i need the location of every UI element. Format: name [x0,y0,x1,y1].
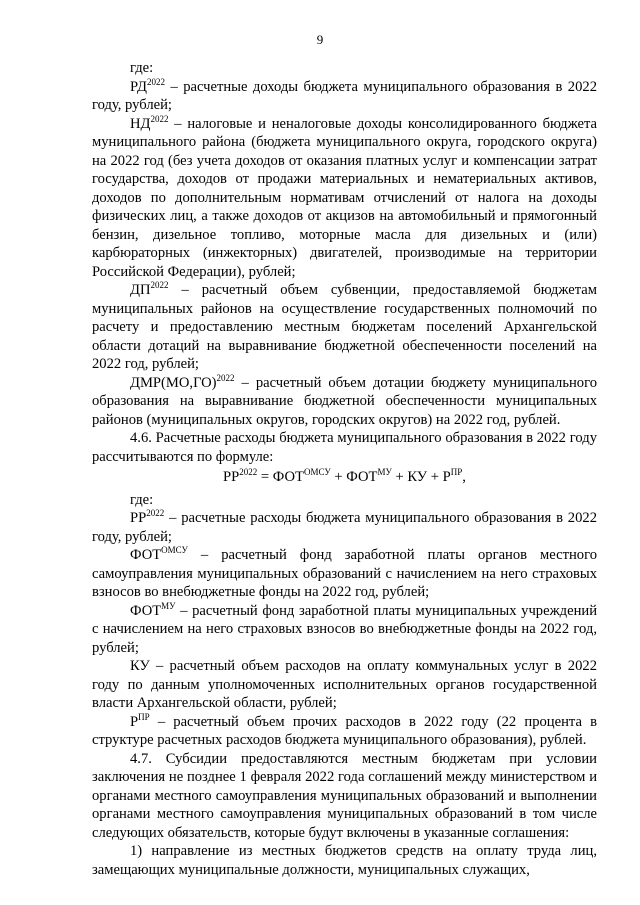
definition-text: – расчетный фонд заработной платы муниципальных учреждений с начислением на него страховых взносов во внебюджетные фонды на 2022 год, рублей; [92,602,597,656]
formula-part: + ФОТ [330,469,378,485]
symbol: ФОТ [130,547,162,563]
superscript: 2022 [150,113,169,124]
symbol: РР [130,510,147,526]
page-number: 9 [316,32,324,47]
def-rr [92,509,597,546]
def-fot-mu [92,602,597,658]
formula-superscript: 2022 [239,467,258,477]
formula-superscript: МУ [377,467,392,477]
definition-text: – расчетный объем субвенции, предоставляемой бюджетам муниципальных районов на осуществление государственных полномочий по расчету и предоставлению местным бюджетам поселений Архангельской области дотаций на выравнивание бюджетной обеспеченности поселений на 2022 год, рублей; [92,282,597,372]
def-fot-omsu [92,546,597,602]
definition-text: – расчетный объем дотации бюджету муниципального образования на выравнивание бюджетной обеспеченности муниципальных районов (муниципальных округов, городских округов) на 2022 год, рублей. [92,374,597,428]
definition-text: – расчетные расходы бюджета муниципального образования в 2022 году, рублей; [92,510,597,545]
symbol: ДМР(МО,ГО) [130,374,217,391]
symbol: ДП [130,282,151,298]
formula-part: = ФОТ [257,469,304,485]
document-body [92,59,597,879]
section-4-7: 4.7. Субсидии предоставляются местным бюджетам при условии заключения не позднее 1 февраля 2022 года соглашений между министерством и органами местного самоуправления муниципальных образований и выполнении органами местного самоуправления муниципальных образований в том числе следующих обязательств, которые будут включены в указанные соглашения: [92,750,597,841]
where-label-2: где: [130,491,154,508]
section-4-6: 4.6. Расчетные расходы бюджета муниципального образования в 2022 году рассчитываются по формуле: [92,430,597,465]
def-dp [92,281,597,374]
formula-part: + КУ + Р [391,469,451,485]
definition-text: – расчетный объем прочих расходов в 2022 году (22 процента в структуре расчетных расходов бюджета муниципального образования), рублей. [92,713,597,748]
superscript: МУ [161,600,176,611]
def-rd [92,78,597,115]
where-label-1: где: [130,60,154,76]
superscript: 2022 [150,280,169,290]
formula-rr [92,468,597,487]
superscript: ПР [138,711,150,722]
formula-part: , [462,469,466,485]
section-4-7-item-1: 1) направление из местных бюджетов средств на оплату труда лиц, замещающих муниципальные должности, муниципальных служащих, [92,843,597,878]
formula-superscript: ОМСУ [303,467,331,477]
superscript: 2022 [146,508,165,518]
formula-part: РР [223,469,240,485]
def-rpr [92,713,597,750]
definition-text: – расчетные доходы бюджета муниципального образования в 2022 году, рублей; [92,78,597,113]
superscript: 2022 [216,372,235,383]
def-ku: КУ – расчетный объем расходов на оплату коммунальных услуг в 2022 году по данным уполномоченных исполнительных органов государственной власти Архангельской области, рублей; [92,658,597,711]
symbol: НД [130,115,151,132]
formula-superscript: ПР [450,467,463,477]
def-nd [92,115,597,282]
symbol: Р [130,713,139,730]
symbol: ФОТ [130,602,162,619]
superscript: ОМСУ [161,545,188,555]
symbol: РД [130,78,147,95]
superscript: 2022 [146,76,165,87]
definition-text: – налоговые и неналоговые доходы консолидированного бюджета муниципального района (бюджета муниципального округа, городского округа) на 2022 год (без учета доходов от оказания платных услуг и компенсации затрат государства, доходов от продажи материальных и нематериальных активов, доходов по дополнительным нормативам отчислений от налога на доходы физических лиц, а также доходов от акцизов на автомобильный и прямогонный бензин, дизельное топливо, моторные масла для дизельных и (или) карбюраторных (инжекторных) двигателей, производимые на территории Российской Федерации), рублей; [92,115,597,280]
def-dmr [92,374,597,430]
definition-text: – расчетный фонд заработной платы органов местного самоуправления муниципальных образований с начислением на него страховых взносов во внебюджетные фонды на 2022 год, рублей; [92,547,597,600]
